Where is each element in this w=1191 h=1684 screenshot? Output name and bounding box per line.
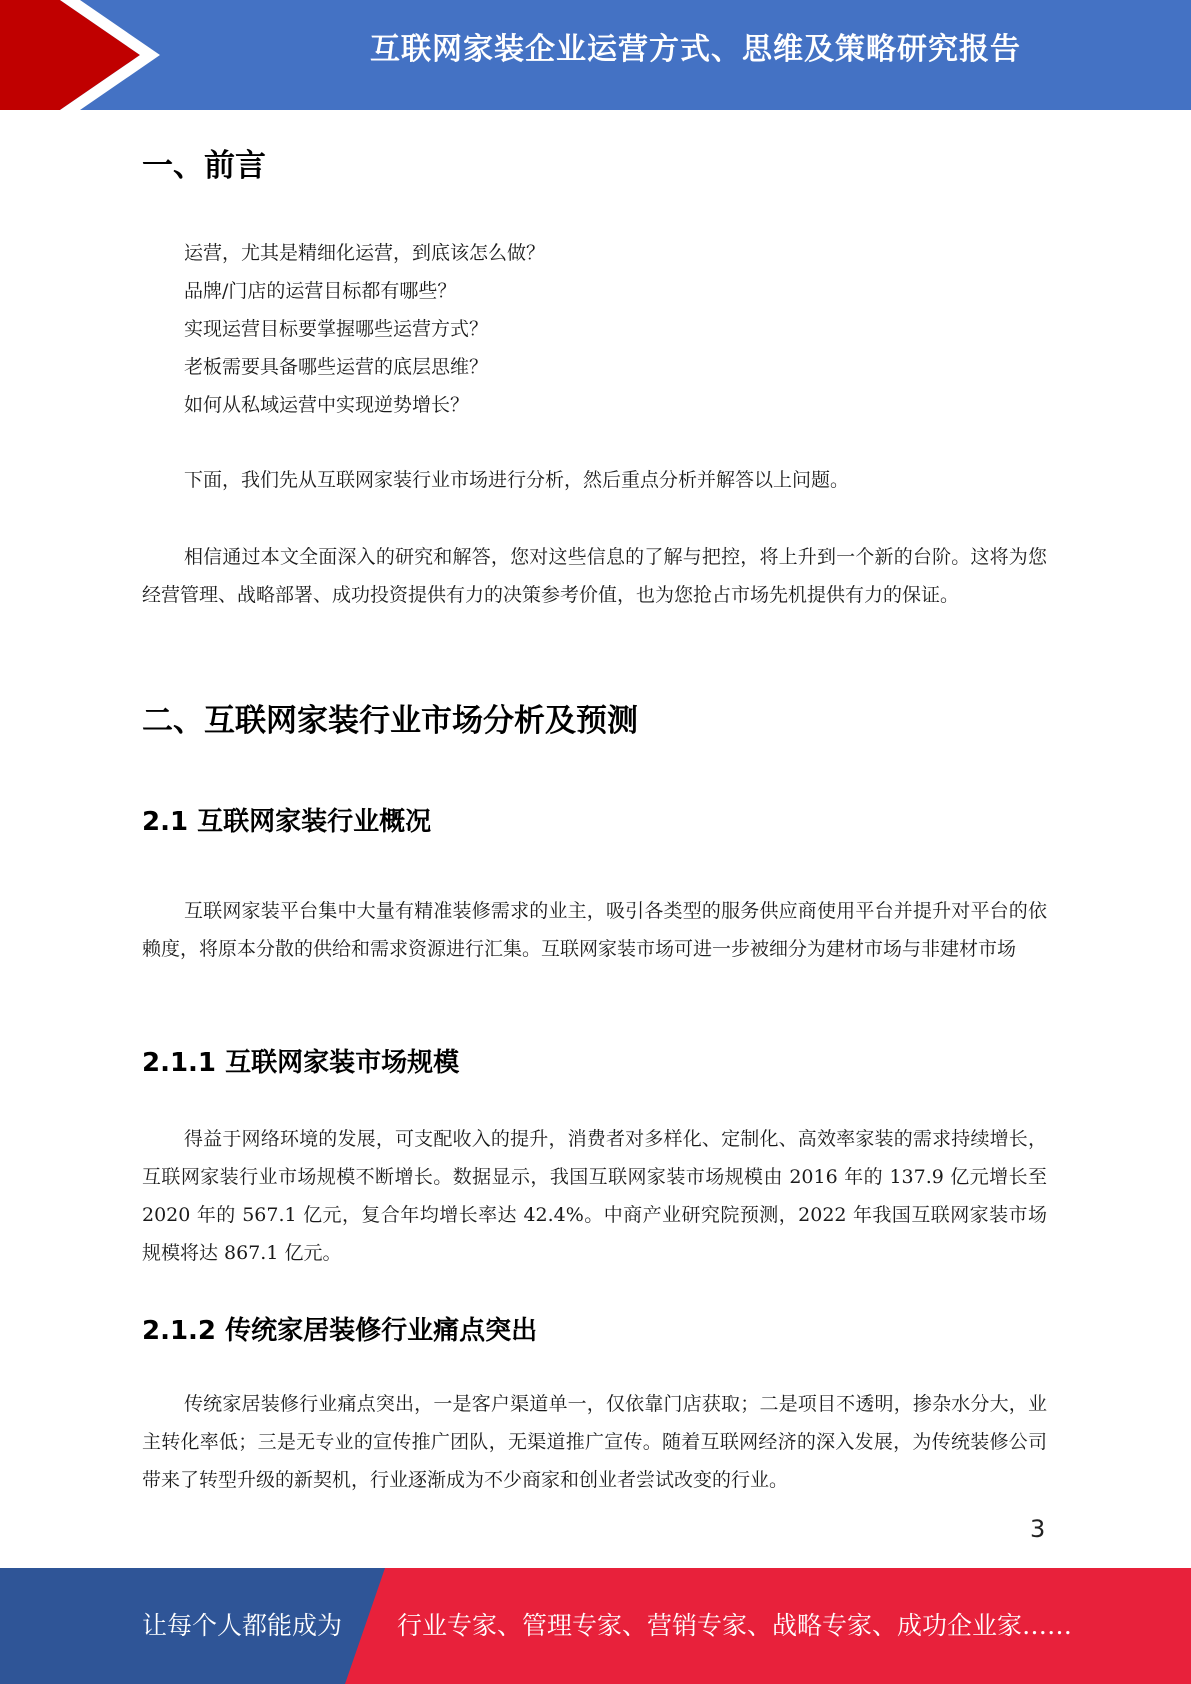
question-1: 运营，尤其是精细化运营，到底该怎么做？ — [184, 242, 546, 264]
footer-banner — [0, 1568, 1191, 1684]
page-number: 3 — [1030, 1515, 1046, 1543]
paragraph-pain-points: 传统家居装修行业痛点突出，一是客户渠道单一，仅依靠门店获取；二是项目不透明，掺杂水分大，业主转化率低；三是无专业的宣传推广团队，无渠道推广宣传。随着互联网经济的深入发展，为传统装修公司带来了转型升级的新契机，行业逐渐成为不少商家和创业者尝试改变的行业。 — [142, 1393, 1047, 1491]
red-arrow-decoration — [0, 0, 220, 110]
footer-slogan-right: 行业专家、管理专家、营销专家、战略专家、成功企业家…… — [397, 1611, 1073, 1640]
footer-slogan-left: 让每个人都能成为 — [142, 1611, 343, 1640]
question-4: 老板需要具备哪些运营的底层思维？ — [184, 356, 489, 378]
paragraph-intro: 下面，我们先从互联网家装行业市场进行分析，然后重点分析并解答以上问题。 — [184, 469, 850, 491]
subsection-title-2-1-1: 2.1.1 互联网家装市场规模 — [142, 1048, 460, 1078]
paragraph-value: 相信通过本文全面深入的研究和解答，您对这些信息的了解与把控，将上升到一个新的台阶。这将为您经营管理、战略部署、成功投资提供有力的决策参考价值，也为您抢占市场先机提供有力的保证。 — [142, 546, 1047, 606]
question-5: 如何从私域运营中实现逆势增长？ — [184, 394, 470, 416]
section-title-preface: 一、前言 — [142, 148, 266, 184]
section-title-market: 二、互联网家装行业市场分析及预测 — [142, 703, 638, 739]
paragraph-market-size: 得益于网络环境的发展，可支配收入的提升，消费者对多样化、定制化、高效率家装的需求持续增长，互联网家装行业市场规模不断增长。数据显示，我国互联网家装市场规模由 2016 年的 137.9 亿元增长至 2020 年的 567.1 亿元，复合年均增长率达 42.4%。中商产业研究院预测，2022 年我国互联网家装市场规模将达 867.1 亿元。 — [142, 1128, 1047, 1264]
subsection-title-2-1: 2.1 互联网家装行业概况 — [142, 807, 432, 837]
question-3: 实现运营目标要掌握哪些运营方式？ — [184, 318, 489, 340]
question-2: 品牌/门店的运营目标都有哪些？ — [184, 280, 457, 302]
paragraph-overview: 互联网家装平台集中大量有精准装修需求的业主，吸引各类型的服务供应商使用平台并提升对平台的依赖度，将原本分散的供给和需求资源进行汇集。互联网家装市场可进一步被细分为建材市场与非建材市场 — [142, 900, 1047, 960]
subsection-title-2-1-2: 2.1.2 传统家居装修行业痛点突出 — [142, 1316, 538, 1346]
header-banner — [0, 0, 1191, 110]
report-title: 互联网家装企业运营方式、思维及策略研究报告 — [370, 32, 1021, 67]
